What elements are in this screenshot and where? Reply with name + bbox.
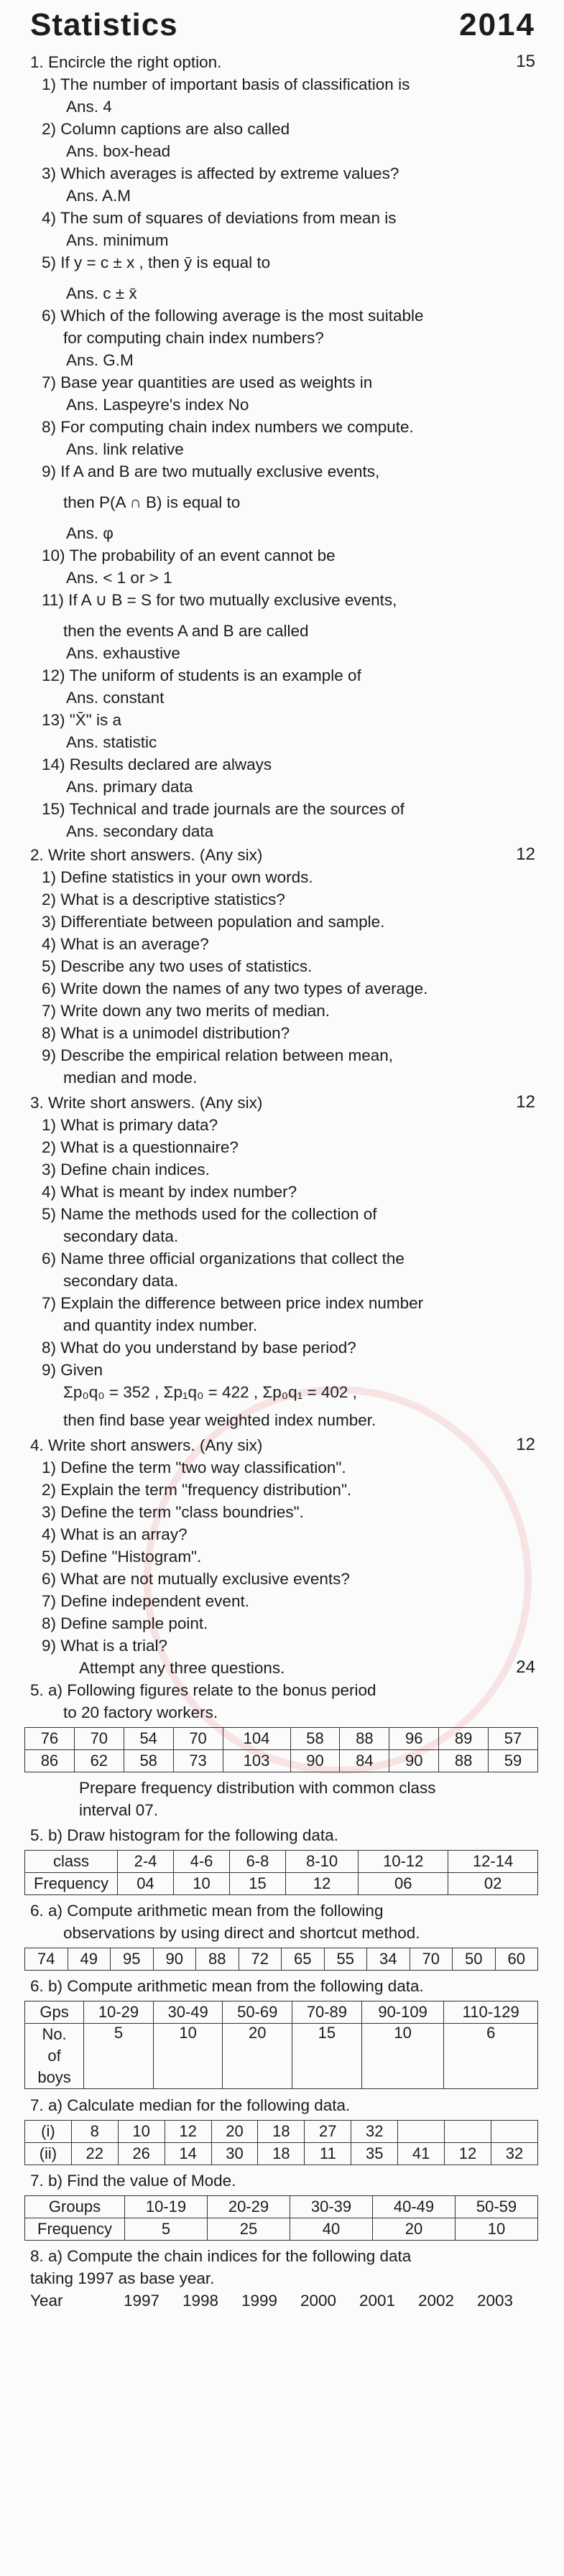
question-line: Ans. link relative: [66, 440, 184, 458]
year-value: 2003: [477, 2292, 514, 2310]
question-line: 6) Which of the following average is the most suitable: [42, 307, 424, 325]
question-line: then find base year weighted index number.: [63, 1411, 376, 1429]
table-cell: 06: [359, 1873, 448, 1895]
question-line: 12) The uniform of students is an example of: [42, 666, 361, 684]
q8a-year-row: [30, 2290, 536, 2312]
table-cell: 12-14: [448, 1851, 538, 1873]
question-line: Ans. statistic: [66, 733, 157, 751]
question-line: Ans. < 1 or > 1: [66, 569, 172, 587]
table-cell: 12: [165, 2121, 211, 2143]
question-line: 2) What is a descriptive statistics?: [42, 891, 285, 908]
table-cell: 26: [118, 2143, 165, 2165]
table-cell: 41: [398, 2143, 445, 2165]
table-cell: [445, 2121, 491, 2143]
table-cell: 54: [124, 1728, 173, 1750]
row-label-word: boys: [37, 2068, 71, 2086]
table-cell: 40: [290, 2218, 373, 2241]
table-cell: 10: [361, 2024, 444, 2089]
question-line: Ans. Laspeyre's index No: [66, 396, 249, 414]
table-cell: 88: [196, 1948, 239, 1971]
table-cell: 90: [153, 1948, 196, 1971]
question-line: 1) Define the term "two way classification".: [42, 1459, 346, 1477]
q6b-heading: 6. b) Compute arithmetic mean from the following data.: [30, 1977, 424, 1995]
table-cell: 32: [491, 2143, 537, 2165]
question-line: Ans. box-head: [66, 142, 171, 160]
table-cell: 74: [25, 1948, 68, 1971]
question-line: 5) Name the methods used for the collection of: [42, 1205, 377, 1223]
question-line: 8) What do you understand by base period?: [42, 1339, 356, 1357]
row-label-word: No.: [42, 2025, 67, 2043]
q5a-data-table: [24, 1727, 538, 1772]
table-cell: 62: [74, 1750, 124, 1772]
q5a-heading: 5. a) Following figures relate to the bonus period: [30, 1681, 376, 1699]
question-line: Ans. constant: [66, 689, 165, 707]
table-cell: 5: [125, 2218, 208, 2241]
table-cell: 4-6: [173, 1851, 229, 1873]
table-cell: 02: [448, 1873, 538, 1895]
question-line: 7) Explain the difference between price index number: [42, 1294, 424, 1312]
table-cell: 40-49: [373, 2196, 456, 2218]
table-row: [25, 1750, 538, 1772]
q1-heading: 1. Encircle the right option.: [30, 53, 222, 71]
q5b-heading: 5. b) Draw histogram for the following data.: [30, 1826, 338, 1844]
question-line: 5) If y = c ± x , then ȳ is equal to: [42, 254, 271, 271]
table-cell: 103: [223, 1750, 290, 1772]
table-cell: 84: [340, 1750, 389, 1772]
question-line: 4) What is an average?: [42, 935, 209, 953]
table-cell: 35: [351, 2143, 398, 2165]
table-cell: 11: [305, 2143, 351, 2165]
table-row: [25, 2196, 538, 2218]
question-line: 8) Define sample point.: [42, 1614, 208, 1632]
table-cell: Gps: [25, 2001, 84, 2024]
table-cell: 20-29: [208, 2196, 290, 2218]
table-cell: 10: [118, 2121, 165, 2143]
question-line: 2) Column captions are also called: [42, 120, 290, 138]
question-line: 2) Explain the term "frequency distribution".: [42, 1481, 352, 1499]
year-value: 1999: [241, 2292, 278, 2310]
table-cell: 72: [239, 1948, 282, 1971]
q7a-heading: 7. a) Calculate median for the following data.: [30, 2096, 351, 2114]
year-value: 1997: [124, 2292, 160, 2310]
table-cell: 50-69: [223, 2001, 292, 2024]
table-cell: 8: [71, 2121, 118, 2143]
table-cell: 60: [495, 1948, 538, 1971]
table-cell: 5: [84, 2024, 154, 2089]
table-cell: 10: [456, 2218, 538, 2241]
question-line: 3) Define the term "class boundries".: [42, 1503, 304, 1521]
q5a-heading-cont: to 20 factory workers.: [63, 1703, 218, 1721]
table-cell: 30: [211, 2143, 258, 2165]
table-cell: 10-19: [125, 2196, 208, 2218]
question-line: 4) The sum of squares of deviations from mean is: [42, 209, 397, 227]
year-label: Year: [30, 2292, 63, 2310]
table-cell: 18: [258, 2121, 305, 2143]
table-cell: 15: [292, 2024, 362, 2089]
table-row: [25, 2121, 538, 2143]
q8a-heading-cont: taking 1997 as base year.: [30, 2269, 215, 2287]
table-cell: 12: [285, 1873, 358, 1895]
table-cell: 58: [290, 1728, 340, 1750]
table-row: [25, 1948, 538, 1971]
table-row: [25, 1851, 538, 1873]
year-value: 2001: [359, 2292, 396, 2310]
table-cell: 25: [208, 2218, 290, 2241]
question-line: Ans. G.M: [66, 351, 134, 369]
question-line: 6) Write down the names of any two types of average.: [42, 980, 428, 998]
table-cell: 55: [324, 1948, 367, 1971]
question-line: 2) What is a questionnaire?: [42, 1138, 239, 1156]
question-line: 10) The probability of an event cannot be: [42, 547, 336, 564]
table-cell: class: [25, 1851, 118, 1873]
table-cell: 59: [489, 1750, 538, 1772]
table-cell: 50-59: [456, 2196, 538, 2218]
table-cell: 70: [74, 1728, 124, 1750]
table-cell: 30-39: [290, 2196, 373, 2218]
question-line: 1) Define statistics in your own words.: [42, 868, 313, 886]
table-cell: 10-29: [84, 2001, 154, 2024]
subject-title: Statistics: [30, 7, 178, 42]
table-cell: 110-129: [444, 2001, 538, 2024]
table-cell: 86: [25, 1750, 75, 1772]
section-heading: Attempt any three questions.: [79, 1659, 285, 1677]
question-line: 3) Define chain indices.: [42, 1161, 210, 1178]
question-line: secondary data.: [63, 1227, 179, 1245]
table-cell: Frequency: [25, 2218, 125, 2241]
paper-header: [30, 7, 535, 50]
question-line: 1) The number of important basis of classification is: [42, 75, 410, 93]
q7b-data-table: [24, 2195, 538, 2241]
question-line: Ans. primary data: [66, 778, 193, 796]
table-cell: 104: [223, 1728, 290, 1750]
table-cell: 76: [25, 1728, 75, 1750]
question-line: Ans. minimum: [66, 231, 169, 249]
table-cell: Frequency: [25, 1873, 118, 1895]
q4-heading: 4. Write short answers. (Any six): [30, 1436, 263, 1454]
table-row: [25, 2218, 538, 2241]
table-cell: 6: [444, 2024, 538, 2089]
table-cell: 15: [229, 1873, 285, 1895]
table-cell: 90: [290, 1750, 340, 1772]
q5a-instruction-cont: interval 07.: [79, 1801, 159, 1819]
q5a-instruction: Prepare frequency distribution with common class: [79, 1779, 436, 1797]
table-cell: Groups: [25, 2196, 125, 2218]
question-line: then P(A ∩ B) is equal to: [63, 493, 241, 511]
q5b-data-table: [24, 1850, 538, 1895]
question-line: for computing chain index numbers?: [63, 329, 324, 347]
row-label-word: of: [47, 2047, 61, 2065]
table-cell: [398, 2121, 445, 2143]
question-line: Σp₀q₀ = 352 , Σp₁q₀ = 422 , Σp₀q₁ = 402 ,: [63, 1383, 357, 1401]
question-line: 7) Write down any two merits of median.: [42, 1002, 330, 1020]
table-cell: 10: [173, 1873, 229, 1895]
question-line: 6) Name three official organizations that collect the: [42, 1250, 404, 1268]
question-line: Ans. c ± x̄: [66, 284, 137, 302]
table-row: [25, 2143, 538, 2165]
q1-heading-marks: 15: [516, 52, 535, 71]
q8a-heading: 8. a) Compute the chain indices for the following data: [30, 2247, 412, 2265]
table-cell: 20: [211, 2121, 258, 2143]
question-line: and quantity index number.: [63, 1316, 258, 1334]
question-line: secondary data.: [63, 1272, 179, 1290]
question-line: Ans. exhaustive: [66, 644, 180, 662]
question-line: 11) If A ∪ B = S for two mutually exclusive events,: [42, 591, 397, 609]
question-line: 8) For computing chain index numbers we compute.: [42, 418, 414, 436]
question-line: 5) Describe any two uses of statistics.: [42, 957, 313, 975]
q4-heading-marks: 12: [516, 1435, 535, 1454]
table-cell: 57: [489, 1728, 538, 1750]
question-line: 8) What is a unimodel distribution?: [42, 1024, 290, 1042]
year-value: 2000: [300, 2292, 337, 2310]
table-cell: 95: [111, 1948, 154, 1971]
q2-heading: 2. Write short answers. (Any six): [30, 846, 263, 864]
table-cell: 8-10: [285, 1851, 358, 1873]
q6b-data-table: [24, 2001, 538, 2089]
question-line: 14) Results declared are always: [42, 755, 272, 773]
table-cell: 88: [439, 1750, 489, 1772]
question-line: median and mode.: [63, 1069, 198, 1087]
q6a-heading: 6. a) Compute arithmetic mean from the following: [30, 1902, 384, 1920]
question-line: then the events A and B are called: [63, 622, 309, 640]
table-cell: [25, 2024, 84, 2089]
question-line: 3) Differentiate between population and sample.: [42, 913, 385, 931]
question-line: 9) What is a trial?: [42, 1637, 168, 1655]
section-marks: 24: [516, 1657, 535, 1677]
question-line: Ans. A.M: [66, 187, 131, 205]
table-cell: 2-4: [118, 1851, 174, 1873]
table-cell: 89: [439, 1728, 489, 1750]
table-cell: 22: [71, 2143, 118, 2165]
year-value: 2002: [418, 2292, 455, 2310]
table-cell: 04: [118, 1873, 174, 1895]
q3-heading: 3. Write short answers. (Any six): [30, 1094, 263, 1112]
table-cell: 49: [68, 1948, 111, 1971]
question-line: 7) Define independent event.: [42, 1592, 249, 1610]
table-cell: 18: [258, 2143, 305, 2165]
question-line: 15) Technical and trade journals are the sources of: [42, 800, 404, 818]
table-cell: 10: [153, 2024, 223, 2089]
table-cell: 20: [223, 2024, 292, 2089]
table-cell: 90-109: [361, 2001, 444, 2024]
question-line: 6) What are not mutually exclusive events?: [42, 1570, 350, 1588]
table-row: [25, 1728, 538, 1750]
table-cell: (ii): [25, 2143, 72, 2165]
table-row: [25, 2024, 538, 2089]
question-line: Ans. φ: [66, 524, 114, 542]
table-cell: 12: [445, 2143, 491, 2165]
table-cell: 96: [389, 1728, 439, 1750]
q7a-data-table: [24, 2120, 538, 2165]
table-cell: 73: [173, 1750, 223, 1772]
table-cell: 6-8: [229, 1851, 285, 1873]
table-cell: 30-49: [153, 2001, 223, 2024]
question-line: 7) Base year quantities are used as weights in: [42, 373, 373, 391]
year-value: 1998: [182, 2292, 219, 2310]
table-cell: [491, 2121, 537, 2143]
q2-heading-marks: 12: [516, 845, 535, 864]
table-row: [25, 2001, 538, 2024]
question-line: 9) If A and B are two mutually exclusive events,: [42, 462, 380, 480]
question-line: 4) What is an array?: [42, 1525, 188, 1543]
question-line: 4) What is meant by index number?: [42, 1183, 297, 1201]
question-line: 9) Given: [42, 1361, 103, 1379]
question-line: 3) Which averages is affected by extreme values?: [42, 164, 399, 182]
table-cell: 10-12: [359, 1851, 448, 1873]
question-line: 13) "X̄" is a: [42, 711, 122, 729]
table-cell: 65: [282, 1948, 325, 1971]
paper-year: 2014: [459, 7, 535, 42]
table-cell: 88: [340, 1728, 389, 1750]
q7b-heading: 7. b) Find the value of Mode.: [30, 2172, 236, 2190]
table-cell: 20: [373, 2218, 456, 2241]
table-cell: 90: [389, 1750, 439, 1772]
table-cell: 70: [410, 1948, 453, 1971]
question-line: Ans. 4: [66, 98, 112, 116]
table-cell: 58: [124, 1750, 173, 1772]
question-line: Ans. secondary data: [66, 822, 214, 840]
q3-heading-marks: 12: [516, 1092, 535, 1112]
table-cell: 14: [165, 2143, 211, 2165]
table-row: [25, 1873, 538, 1895]
question-line: 1) What is primary data?: [42, 1116, 218, 1134]
table-cell: (i): [25, 2121, 72, 2143]
table-cell: 50: [453, 1948, 496, 1971]
table-cell: 34: [367, 1948, 410, 1971]
table-cell: 27: [305, 2121, 351, 2143]
question-line: 5) Define "Histogram".: [42, 1548, 202, 1566]
table-cell: 70: [173, 1728, 223, 1750]
question-line: 9) Describe the empirical relation between mean,: [42, 1046, 393, 1064]
table-cell: 32: [351, 2121, 398, 2143]
table-cell: 70-89: [292, 2001, 362, 2024]
q6a-heading-cont: observations by using direct and shortcut method.: [63, 1924, 420, 1942]
q6a-data-table: [24, 1948, 538, 1971]
